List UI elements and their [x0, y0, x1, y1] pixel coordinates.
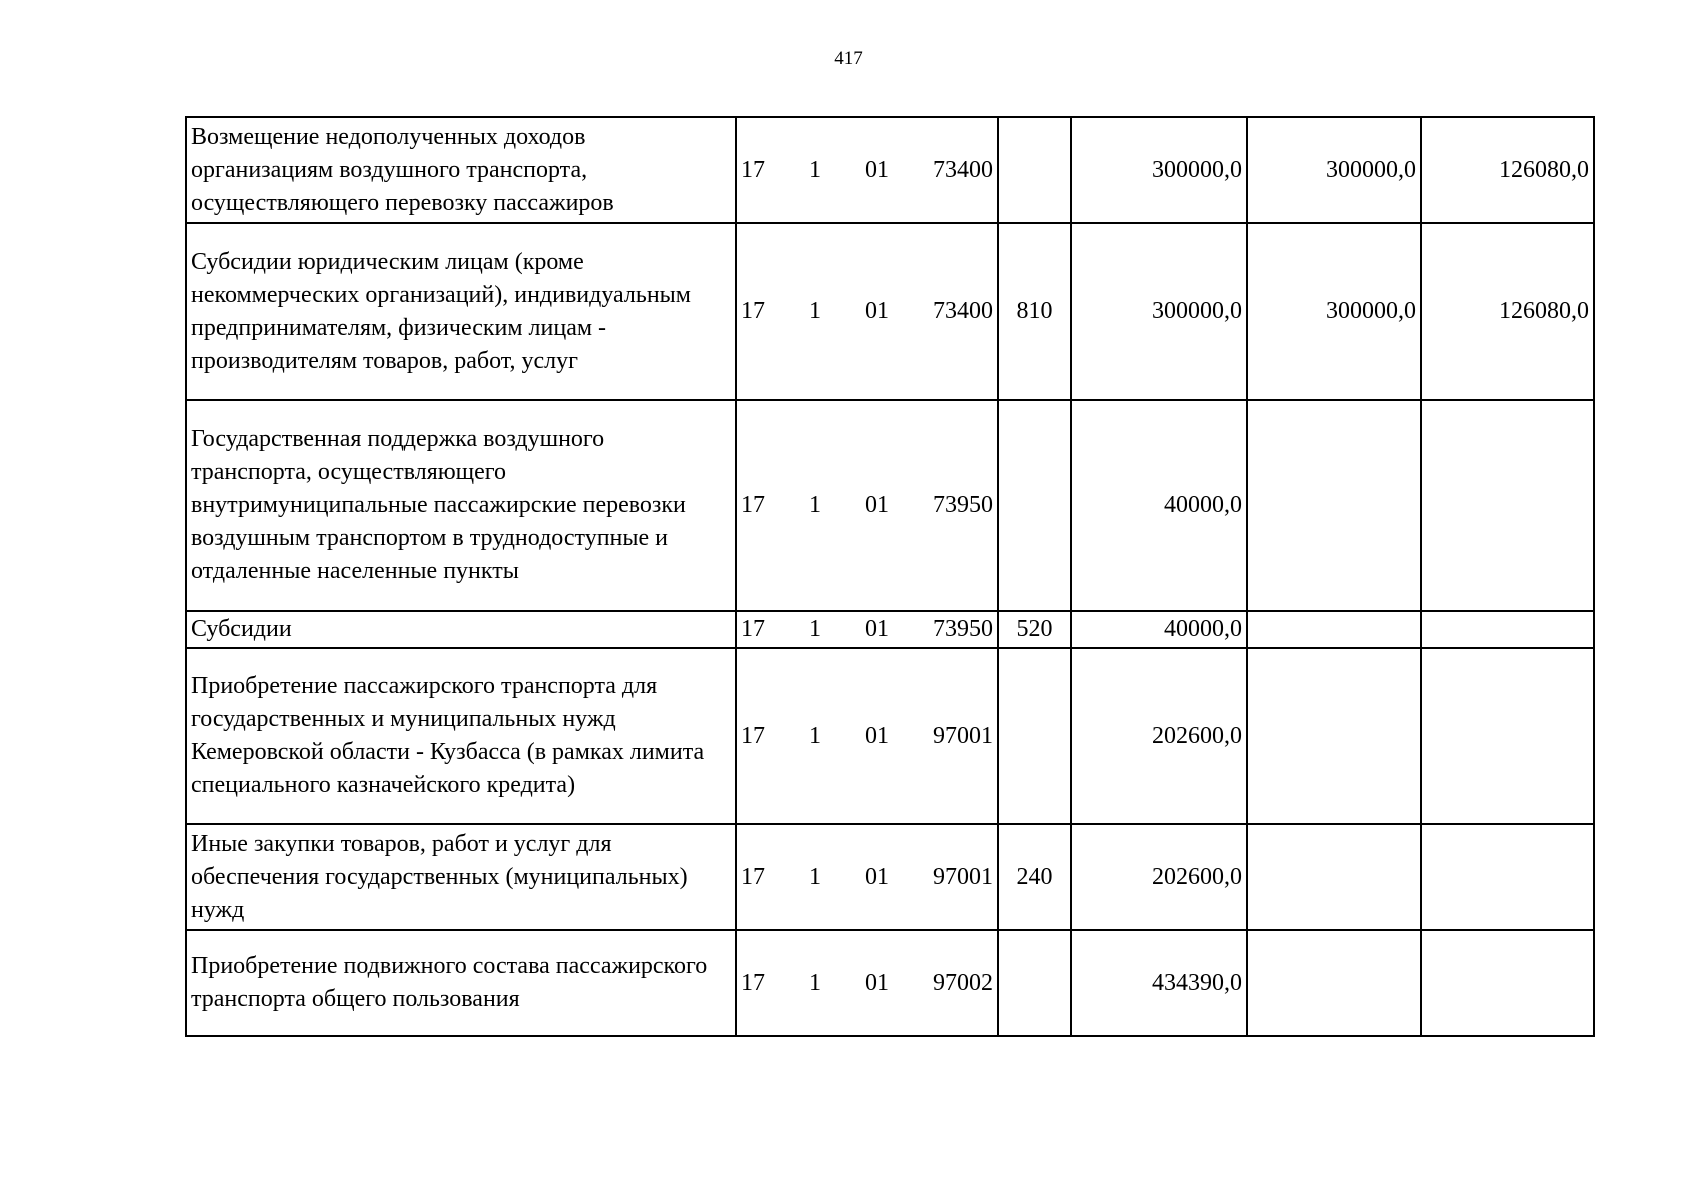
- amount-year-3: [1421, 930, 1594, 1036]
- row-name: Приобретение подвижного состава пассажирского транспорта общего пользования: [186, 930, 736, 1036]
- amount-year-2: [1247, 824, 1421, 930]
- direction-code: 73950: [933, 492, 993, 518]
- subprogram-code: 1: [809, 722, 821, 749]
- amount-year-3: 126080,0: [1421, 117, 1594, 223]
- amount-year-1: 300000,0: [1071, 117, 1247, 223]
- event-code: 01: [865, 616, 889, 642]
- amount-year-2: [1247, 400, 1421, 611]
- expense-type-code: 810: [998, 223, 1071, 400]
- table-row: [186, 223, 1594, 400]
- direction-code: 97001: [933, 722, 993, 749]
- event-code: 01: [865, 492, 889, 518]
- amount-year-2: 300000,0: [1247, 117, 1421, 223]
- table-row: [186, 930, 1594, 1036]
- table-row: [186, 400, 1594, 611]
- table-row: [186, 117, 1594, 223]
- target-code: [736, 611, 998, 648]
- expense-type-code: [998, 930, 1071, 1036]
- target-code: [736, 648, 998, 824]
- subprogram-code: 1: [809, 492, 821, 518]
- target-code: [736, 117, 998, 223]
- amount-year-1: 40000,0: [1071, 611, 1247, 648]
- table-row: [186, 648, 1594, 824]
- row-name: Субсидии: [186, 611, 736, 648]
- event-code: 01: [865, 722, 889, 749]
- program-code: 17: [741, 616, 765, 642]
- subprogram-code: 1: [809, 969, 821, 996]
- amount-year-1: 202600,0: [1071, 824, 1247, 930]
- expense-type-code: [998, 648, 1071, 824]
- amount-year-1: 202600,0: [1071, 648, 1247, 824]
- expense-type-code: [998, 400, 1071, 611]
- row-name: Возмещение недополученных доходов организациям воздушного транспорта, осуществляющего перевозку пассажиров: [186, 117, 736, 223]
- target-code: [736, 223, 998, 400]
- row-name: Субсидии юридическим лицам (кроме некоммерческих организаций), индивидуальным предпринимателям, физическим лицам - производителям товаров, работ, услуг: [186, 223, 736, 400]
- amount-year-2: 300000,0: [1247, 223, 1421, 400]
- direction-code: 97001: [933, 863, 993, 890]
- amount-year-3: [1421, 611, 1594, 648]
- event-code: 01: [865, 298, 889, 324]
- event-code: 01: [865, 863, 889, 890]
- program-code: 17: [741, 969, 765, 996]
- amount-year-2: [1247, 648, 1421, 824]
- table-row: [186, 824, 1594, 930]
- expense-type-code: 240: [998, 824, 1071, 930]
- subprogram-code: 1: [809, 156, 821, 183]
- amount-year-3: [1421, 824, 1594, 930]
- direction-code: 73950: [933, 616, 993, 642]
- program-code: 17: [741, 156, 765, 183]
- direction-code: 73400: [933, 298, 993, 324]
- subprogram-code: 1: [809, 298, 821, 324]
- target-code: [736, 930, 998, 1036]
- program-code: 17: [741, 863, 765, 890]
- event-code: 01: [865, 156, 889, 183]
- amount-year-3: [1421, 648, 1594, 824]
- amount-year-3: 126080,0: [1421, 223, 1594, 400]
- page-number: 417: [834, 48, 863, 69]
- row-name: Иные закупки товаров, работ и услуг для обеспечения государственных (муниципальных) нужд: [186, 824, 736, 930]
- amount-year-1: 40000,0: [1071, 400, 1247, 611]
- direction-code: 97002: [933, 969, 993, 996]
- expense-type-code: [998, 117, 1071, 223]
- target-code: [736, 400, 998, 611]
- amount-year-3: [1421, 400, 1594, 611]
- row-name: Приобретение пассажирского транспорта для государственных и муниципальных нужд Кемеровской области - Кузбасса (в рамках лимита специального казначейского кредита): [186, 648, 736, 824]
- amount-year-2: [1247, 930, 1421, 1036]
- subprogram-code: 1: [809, 616, 821, 642]
- table-row: [186, 611, 1594, 648]
- amount-year-1: 300000,0: [1071, 223, 1247, 400]
- target-code: [736, 824, 998, 930]
- row-name: Государственная поддержка воздушного транспорта, осуществляющего внутримуниципальные пассажирские перевозки воздушным транспортом в труднодоступные и отдаленные населенные пункты: [186, 400, 736, 611]
- program-code: 17: [741, 492, 765, 518]
- amount-year-1: 434390,0: [1071, 930, 1247, 1036]
- subprogram-code: 1: [809, 863, 821, 890]
- program-code: 17: [741, 722, 765, 749]
- direction-code: 73400: [933, 156, 993, 183]
- program-code: 17: [741, 298, 765, 324]
- amount-year-2: [1247, 611, 1421, 648]
- event-code: 01: [865, 969, 889, 996]
- budget-table: [185, 116, 1595, 1037]
- expense-type-code: 520: [998, 611, 1071, 648]
